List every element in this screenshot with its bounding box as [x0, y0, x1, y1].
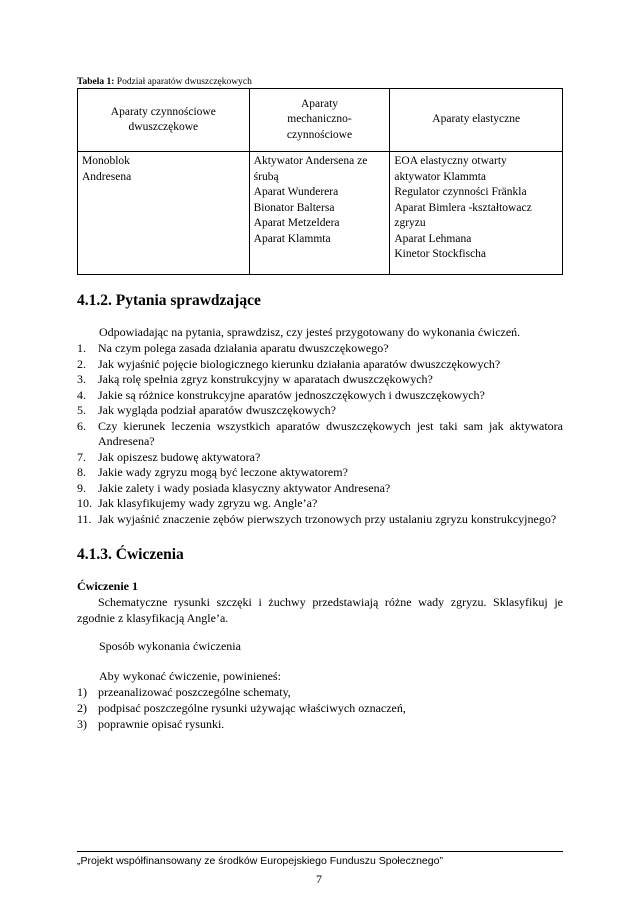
table-cell-line: Monoblok — [82, 155, 130, 167]
table-cell-line: Bionator Baltersa — [253, 201, 335, 214]
list-item — [77, 481, 563, 497]
list-item-number: 10. — [77, 496, 92, 510]
list-item-number: 2) — [77, 701, 87, 715]
list-item — [77, 341, 563, 357]
list-item-text: Jak wyjaśnić pojęcie biologicznego kierunku działania aparatów dwuszczękowych? — [98, 356, 501, 371]
exercise-title: Ćwiczenie 1 — [77, 579, 138, 593]
list-item-text: Jak opiszesz budowę aktywatora? — [98, 449, 261, 464]
list-item — [77, 388, 563, 404]
list-item — [77, 357, 563, 373]
table-header-row — [78, 89, 563, 152]
table-cell-line: Aparat Klammta — [253, 232, 331, 245]
list-item-text: podpisać poszczególne rysunki używając właściwych oznaczeń, — [98, 701, 406, 715]
list-item-number: 6. — [77, 418, 86, 433]
table-cell-line: Regulator czynności Fränkla — [394, 186, 527, 198]
list-item-number: 7. — [77, 449, 86, 464]
list-item-number: 11. — [77, 511, 92, 526]
table-cell-line: aktywator Klammta — [394, 170, 487, 183]
table-cell-line: Aparat Lehmana — [394, 232, 472, 245]
list-item — [77, 716, 563, 732]
table-row — [78, 152, 563, 275]
table-cell-line: Aparat Wunderera — [253, 186, 339, 198]
list-item-number: 3) — [77, 717, 87, 731]
list-item-number: 1. — [77, 341, 86, 355]
list-item — [77, 512, 563, 528]
list-item — [77, 465, 563, 481]
list-item — [77, 372, 563, 388]
list-item — [77, 419, 563, 450]
table-cell-line: zgryzu — [394, 217, 426, 229]
table-header-text: Aparaty mechaniczno- czynnościowe — [286, 97, 353, 141]
questions-intro: Odpowiadając na pytania, sprawdzisz, czy jesteś przygotowany do wykonania ćwiczeń. — [99, 325, 521, 339]
table-caption — [77, 77, 252, 87]
list-item-text: Jakie są różnice konstrukcyjne aparatów jednoszczękowych i dwuszczękowych? — [98, 387, 485, 402]
table-cell-line: Aparat Bimlera -kształtowacz — [394, 201, 532, 214]
list-item-number: 1) — [77, 685, 87, 699]
appliance-table — [77, 88, 563, 275]
list-item — [77, 700, 563, 716]
exercise-instructions-intro: Aby wykonać ćwiczenie, powinieneś: — [99, 669, 281, 683]
list-item — [77, 684, 563, 700]
list-item-text: Jakie wady zgryzu mogą być leczone aktywatorem? — [98, 465, 348, 479]
list-item-text: przeanalizować poszczególne schematy, — [98, 685, 291, 699]
list-item-text: Jak klasyfikujemy wady zgryzu wg. Angle’a? — [98, 496, 318, 510]
questions-list — [77, 341, 563, 527]
page-number: 7 — [316, 872, 322, 886]
list-item-text: Jaką rolę spełnia zgryz konstrukcyjny w aparatach dwuszczękowych? — [98, 372, 433, 386]
table-header-cell — [390, 89, 563, 152]
table-cell-line: Kinetor Stockfischa — [394, 248, 487, 260]
list-item-text: Jak wygląda podział aparatów dwuszczękowych? — [98, 403, 336, 417]
table-cell-line: śrubą — [253, 170, 279, 183]
list-item — [77, 496, 563, 512]
list-item-text: Na czym polega zasada działania aparatu dwuszczękowego? — [98, 341, 389, 355]
list-item-number: 9. — [77, 480, 86, 495]
list-item-text: Jakie zalety i wady posiada klasyczny aktywator Andresena? — [98, 480, 391, 495]
table-cell-line: EOA elastyczny otwarty — [394, 155, 507, 167]
list-item-number: 5. — [77, 403, 86, 417]
list-item-number: 3. — [77, 372, 86, 386]
list-item — [77, 403, 563, 419]
table-header-text: Aparaty czynnościowe dwuszczękowe — [110, 105, 216, 133]
list-item-text: Jak wyjaśnić znaczenie zębów pierwszych trzonowych przy ustalaniu zgryzu konstrukcyjnego? — [98, 511, 557, 526]
table-caption-text: Podział aparatów dwuszczękowych — [116, 77, 252, 87]
exercise-method-label: Sposób wykonania ćwiczenia — [99, 639, 241, 653]
table-cell — [249, 152, 390, 275]
table-header-text: Aparaty elastyczne — [432, 113, 521, 126]
table-cell — [78, 152, 250, 275]
table-header-cell — [249, 89, 390, 152]
list-item — [77, 450, 563, 466]
list-item-number: 2. — [77, 356, 86, 371]
table-header-cell — [78, 89, 250, 152]
table-caption-label: Tabela 1: — [77, 77, 115, 87]
exercises-heading: 4.1.3. Ćwiczenia — [77, 546, 184, 563]
table-cell-line: Aparat Metzeldera — [253, 217, 340, 229]
table-cell-line: Andresena — [82, 170, 132, 183]
list-item-number: 4. — [77, 387, 86, 402]
list-item-number: 8. — [77, 465, 86, 479]
list-item-text: Czy kierunek leczenia wszystkich aparatów dwuszczękowych jest taki sam jak aktywatora Andresena? — [98, 418, 563, 448]
footer-divider — [77, 851, 563, 852]
table-cell-line: Aktywator Andersena ze — [253, 155, 368, 167]
footer-text: „Projekt współfinansowany ze środków Europejskiego Funduszu Społecznego” — [77, 855, 443, 867]
exercise-steps-list — [77, 684, 563, 732]
questions-heading: 4.1.2. Pytania sprawdzające — [77, 292, 261, 309]
table-cell — [390, 152, 563, 275]
list-item-text: poprawnie opisać rysunki. — [98, 717, 225, 731]
exercise-description: Schematyczne rysunki szczęki i żuchwy przedstawiają różne wady zgryzu. Sklasyfikuj je zgodnie z klasyfikacją Angle’a. — [77, 595, 563, 625]
